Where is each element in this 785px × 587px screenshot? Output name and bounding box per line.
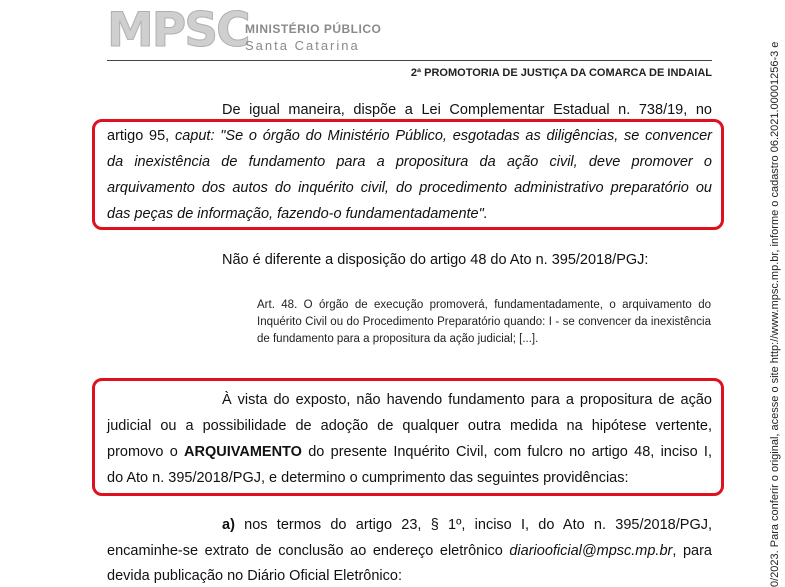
para2-line1: Não é diferente a disposição do artigo 48 do Ato n. 395/2018/PGJ: (222, 252, 649, 268)
para4-line1-post: nos termos do artigo 23, § 1º, inciso I, do Ato n. 395/2018/PGJ, (234, 517, 712, 533)
para3-arquivamento: ARQUIVAMENTO (184, 444, 302, 460)
para4-line2-pre: encaminhe-se extrato de conclusão ao endereço eletrônico (107, 543, 510, 559)
article-quote: Art. 48. O órgão de execução promoverá, fundamentadamente, o arquivamento do Inquérito Civil ou do Procedimento Preparatório quando: I - se convencer da inexistência de fundamento para a propositura da ação judicial; [...]. (257, 299, 711, 345)
para3-line3-post: do presente Inquérito Civil, com fulcro no artigo 48, inciso I, (301, 444, 712, 460)
para4-line3: devida publicação no Diário Oficial Eletrônico: (107, 568, 402, 584)
highlight-box-1 (92, 119, 724, 230)
para1-caput: caput (174, 128, 211, 144)
para1-line5: das peças de informação, fazendo-o fundamentadamente". (107, 206, 488, 222)
verification-sidebar (763, 0, 785, 587)
para4-line1 (222, 515, 712, 535)
logo-org-name: MINISTÉRIO PÚBLICO (245, 22, 382, 36)
highlight-box-2 (92, 378, 724, 496)
verification-text: 0/2023. Para conferir o original, acesse o site http://www.mpsc.mp.br, informe o cadastro 06.2021.00001256-3 e (769, 41, 781, 587)
para1-line2-quote: : "Se o órgão do Ministério Público, esgotadas as diligências, se convencer (210, 128, 712, 144)
department-title: 2ª PROMOTORIA DE JUSTIÇA DA COMARCA DE INDAIAL (410, 67, 712, 79)
mpsc-logo (107, 3, 387, 58)
para3-line1: À vista do exposto, não havendo fundamento para a propositura de ação (222, 392, 712, 408)
logo-org-sub: Santa Catarina (245, 38, 360, 53)
para3-line3-pre: promovo o (107, 444, 185, 460)
para4-line2-post: , para (672, 543, 712, 559)
para1-line3: da inexistência de fundamento para a propositura da ação civil, deve promover o (107, 154, 712, 170)
logo-mark: MPSC (107, 3, 249, 58)
para4-email: diariooficial@mpsc.mp.br (509, 543, 673, 559)
para1-line4: arquivamento dos autos do inquérito civil, do procedimento administrativo preparatório ou (107, 180, 712, 196)
para4-line2 (107, 541, 712, 561)
para3-line2: judicial ou a possibilidade de adoção de qualquer outra medida na hipótese vertente, (107, 418, 712, 434)
para1-line1: De igual maneira, dispõe a Lei Complementar Estadual n. 738/19, no (222, 102, 712, 118)
para3-line4: do Ato n. 395/2018/PGJ, e determino o cumprimento das seguintes providências: (107, 470, 629, 486)
header-divider (107, 60, 712, 61)
para4-item-a: a) (222, 517, 235, 533)
para1-line2-pre: artigo 95, (107, 128, 175, 144)
